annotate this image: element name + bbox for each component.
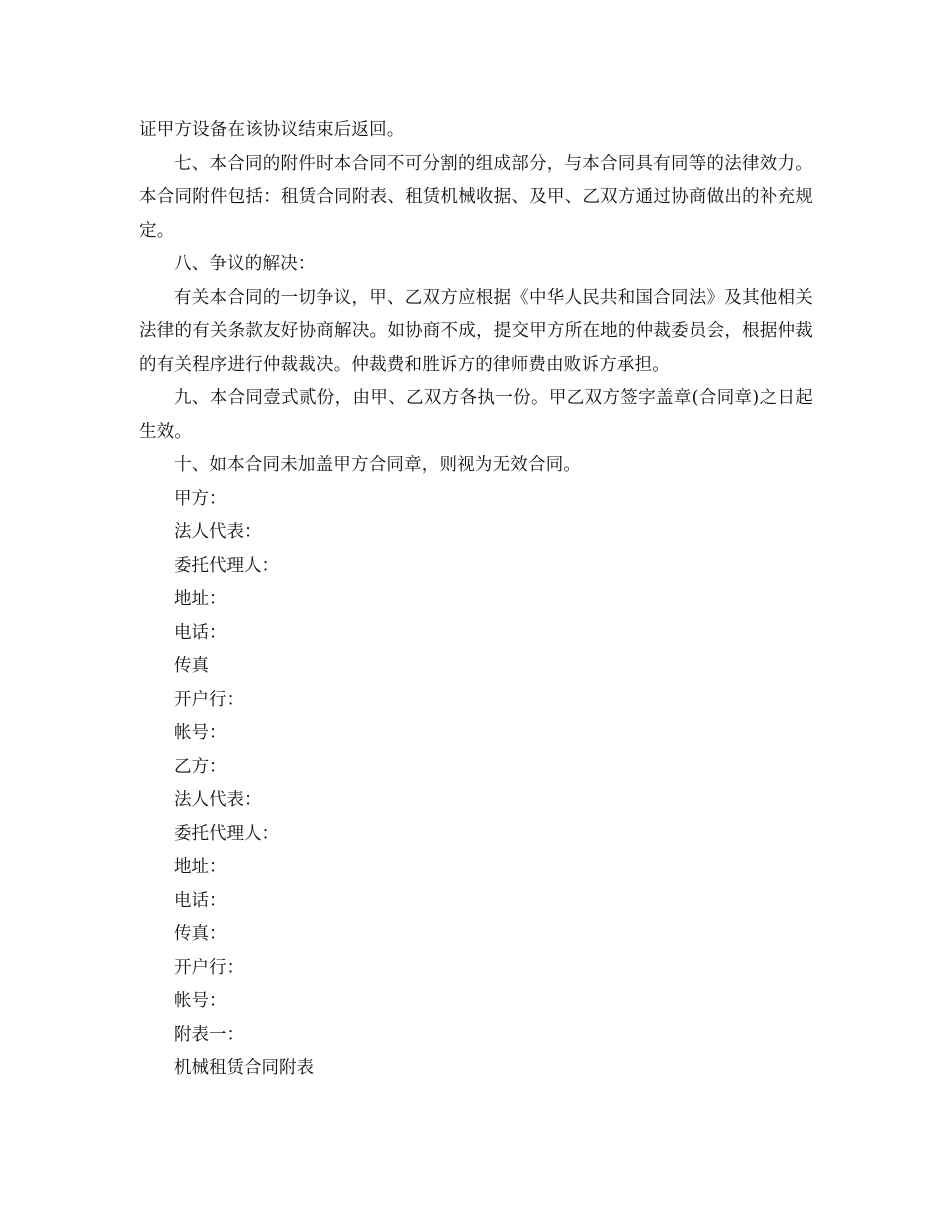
party-a-agent: 委托代理人： [174, 555, 279, 576]
party-b-phone: 电话： [174, 890, 227, 911]
party-b-fax: 传真： [174, 924, 227, 944]
party-b-account: 帐号： [174, 991, 227, 1011]
clause-8-heading: 八、争议的解决： [174, 254, 316, 274]
appendix-title: 机械租赁合同附表 [174, 1058, 314, 1078]
clause-7: 七、本合同的附件时本合同不可分割的组成部分，与本合同具有同等的法律效力。本合同附件包括：租赁合同附表、租赁机械收据、及甲、乙双方通过协商做出的补充规定。 [139, 153, 813, 241]
party-a-bank: 开户行： [174, 689, 244, 710]
party-b-address: 地址： [174, 857, 227, 877]
appendix-label: 附表一： [174, 1024, 244, 1045]
party-a-legal-rep: 法人代表： [174, 522, 262, 542]
party-a-block [139, 483, 813, 751]
clause-10: 十、如本合同未加盖甲方合同章，则视为无效合同。 [174, 455, 582, 475]
party-b-agent: 委托代理人： [174, 823, 279, 844]
party-a-phone: 电话： [174, 622, 227, 643]
clause-8-body: 有关本合同的一切争议，甲、乙双方应根据《中华人民共和国合同法》及其他相关法律的有关条款友好协商解决。如协商不成，提交甲方所在地的仲裁委员会，根据仲裁的有关程序进行仲裁裁决。仲裁费和胜诉方的律师费由败诉方承担。 [139, 287, 813, 375]
appendix-block [139, 1019, 813, 1086]
party-a-fax: 传真 [174, 656, 209, 676]
clause-9: 九、本合同壹式贰份，由甲、乙双方各执一份。甲乙双方签字盖章(合同章)之日起生效。 [139, 388, 813, 442]
party-a-address: 地址： [174, 589, 227, 609]
party-a-title: 甲方： [174, 488, 227, 509]
party-b-legal-rep: 法人代表： [174, 790, 262, 810]
party-b-bank: 开户行： [174, 957, 244, 978]
party-a-account: 帐号： [174, 723, 227, 743]
document-body [139, 114, 813, 1086]
party-b-block [139, 751, 813, 1019]
party-b-title: 乙方： [174, 756, 227, 777]
paragraph-continuation: 证甲方设备在该协议结束后返回。 [139, 120, 405, 140]
